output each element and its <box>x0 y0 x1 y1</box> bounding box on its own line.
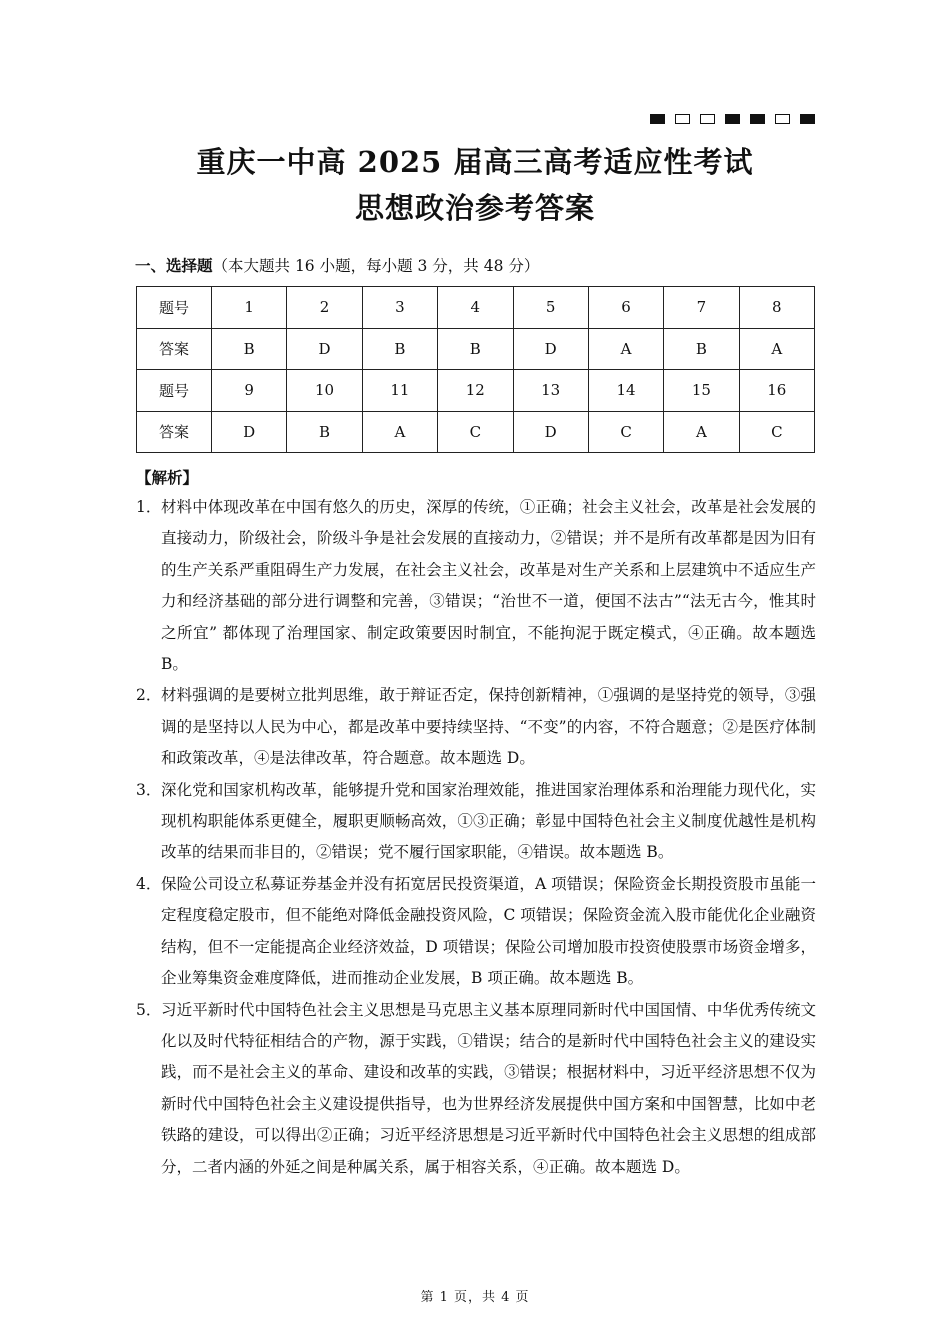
list-item <box>136 995 816 1183</box>
answer-table <box>136 286 815 453</box>
answer-cell: C <box>438 411 513 453</box>
row-label: 答案 <box>137 411 212 453</box>
answer-cell: A <box>362 411 437 453</box>
question-number: 2 <box>287 287 362 329</box>
page-code-marks <box>650 114 815 124</box>
question-number: 7 <box>664 287 739 329</box>
question-number: 10 <box>287 370 362 412</box>
answer-cell: B <box>362 328 437 370</box>
table-row <box>137 328 815 370</box>
row-label: 答案 <box>137 328 212 370</box>
analysis-list <box>136 492 816 1183</box>
list-item <box>136 775 816 869</box>
exam-subtitle: 思想政治参考答案 <box>354 191 595 225</box>
answer-cell: A <box>664 411 739 453</box>
list-item <box>136 492 816 680</box>
hollow-square-mark <box>675 114 690 124</box>
answer-cell: A <box>588 328 663 370</box>
answer-cell: A <box>739 328 814 370</box>
table-row <box>137 411 815 453</box>
answer-cell: D <box>513 411 588 453</box>
filled-square-mark <box>725 114 740 124</box>
item-number: 2． <box>136 686 162 705</box>
analysis-heading: 【解析】 <box>136 468 199 487</box>
table-row <box>137 287 815 329</box>
question-number: 12 <box>438 370 513 412</box>
question-number: 16 <box>739 370 814 412</box>
item-number: 3． <box>136 780 162 799</box>
row-label: 题号 <box>137 370 212 412</box>
section-heading <box>135 254 539 276</box>
filled-square-mark <box>650 114 665 124</box>
question-number: 15 <box>664 370 739 412</box>
filled-square-mark <box>750 114 765 124</box>
section-heading-note: （本大题共 16 小题，每小题 3 分，共 48 分） <box>212 257 540 275</box>
item-text: 材料中体现改革在中国有悠久的历史，深厚的传统，①正确；社会主义社会，改革是社会发展的直接动力，阶级社会，阶级斗争是社会发展的直接动力，②错误；并不是所有改革都是因为旧有的生产关系严重阻碍生产力发展，在社会主义社会，改革是对生产关系和上层建筑中不适应生产力和经济基础的部分进行调整和完善，③错误；“治世不一道，便国不法古”“法无古今，惟其时之所宜” 都体现了治理国家、制定政策要因时制宜，不能拘泥于既定模式，④正确。故本题选 B。 <box>161 498 816 674</box>
question-number: 8 <box>739 287 814 329</box>
question-number: 1 <box>212 287 287 329</box>
question-number: 3 <box>362 287 437 329</box>
item-text: 材料强调的是要树立批判思维，敢于辩证否定，保持创新精神，①强调的是坚持党的领导，③强调的是坚持以人民为中心，都是改革中要持续坚持、“不变”的内容，不符合题意；②是医疗体制和政策改革，④是法律改革，符合题意。故本题选 D。 <box>161 686 816 768</box>
hollow-square-mark <box>700 114 715 124</box>
answer-cell: C <box>739 411 814 453</box>
row-label: 题号 <box>137 287 212 329</box>
section-heading-label: 一、选择题 <box>135 256 213 275</box>
item-text: 深化党和国家机构改革，能够提升党和国家治理效能，推进国家治理体系和治理能力现代化，实现机构职能体系更健全，履职更顺畅高效，①③正确；彰显中国特色社会主义制度优越性是机构改革的结果而非目的，②错误；党不履行国家职能，④错误。故本题选 B。 <box>161 780 816 862</box>
item-text: 保险公司设立私募证券基金并没有拓宽居民投资渠道，A 项错误；保险资金长期投资股市虽能一定程度稳定股市，但不能绝对降低金融投资风险，C 项错误；保险资金流入股市能优化企业融资结构，但不一定能提高企业经济效益，D 项错误；保险公司增加股市投资使股票市场资金增多，企业筹集资金难度降低，进而推动企业发展，B 项正确。故本题选 B。 <box>161 874 816 988</box>
item-number: 4． <box>136 874 162 893</box>
answer-cell: D <box>287 328 362 370</box>
answer-cell: D <box>212 411 287 453</box>
question-number: 9 <box>212 370 287 412</box>
answer-cell: B <box>664 328 739 370</box>
question-number: 5 <box>513 287 588 329</box>
answer-cell: D <box>513 328 588 370</box>
item-number: 1． <box>136 498 162 516</box>
answer-cell: B <box>438 328 513 370</box>
item-text: 习近平新时代中国特色社会主义思想是马克思主义基本原理同新时代中国国情、中华优秀传统文化以及时代特征相结合的产物，源于实践，①错误；结合的是新时代中国特色社会主义的建设实践，而不是社会主义的革命、建设和改革的实践，③错误；根据材料中，习近平经济思想不仅为新时代中国特色社会主义建设提供指导，也为世界经济发展提供中国方案和中国智慧，比如中老铁路的建设，可以得出②正确；习近平经济思想是习近平新时代中国特色社会主义思想的组成部分，二者内涵的外延之间是种属关系，属于相容关系，④正确。故本题选 D。 <box>161 1000 816 1176</box>
table-row <box>137 370 815 412</box>
answer-cell: C <box>588 411 663 453</box>
question-number: 6 <box>588 287 663 329</box>
answer-cell: B <box>212 328 287 370</box>
item-number: 5． <box>136 1000 162 1019</box>
question-number: 13 <box>513 370 588 412</box>
question-number: 14 <box>588 370 663 412</box>
filled-square-mark <box>800 114 815 124</box>
answer-cell: B <box>287 411 362 453</box>
hollow-square-mark <box>775 114 790 124</box>
exam-title: 重庆一中高 2025 届高三高考适应性考试 <box>196 145 754 179</box>
question-number: 11 <box>362 370 437 412</box>
question-number: 4 <box>438 287 513 329</box>
page-footer: 第 1 页，共 4 页 <box>420 1290 530 1305</box>
list-item <box>136 680 816 774</box>
list-item <box>136 869 816 995</box>
